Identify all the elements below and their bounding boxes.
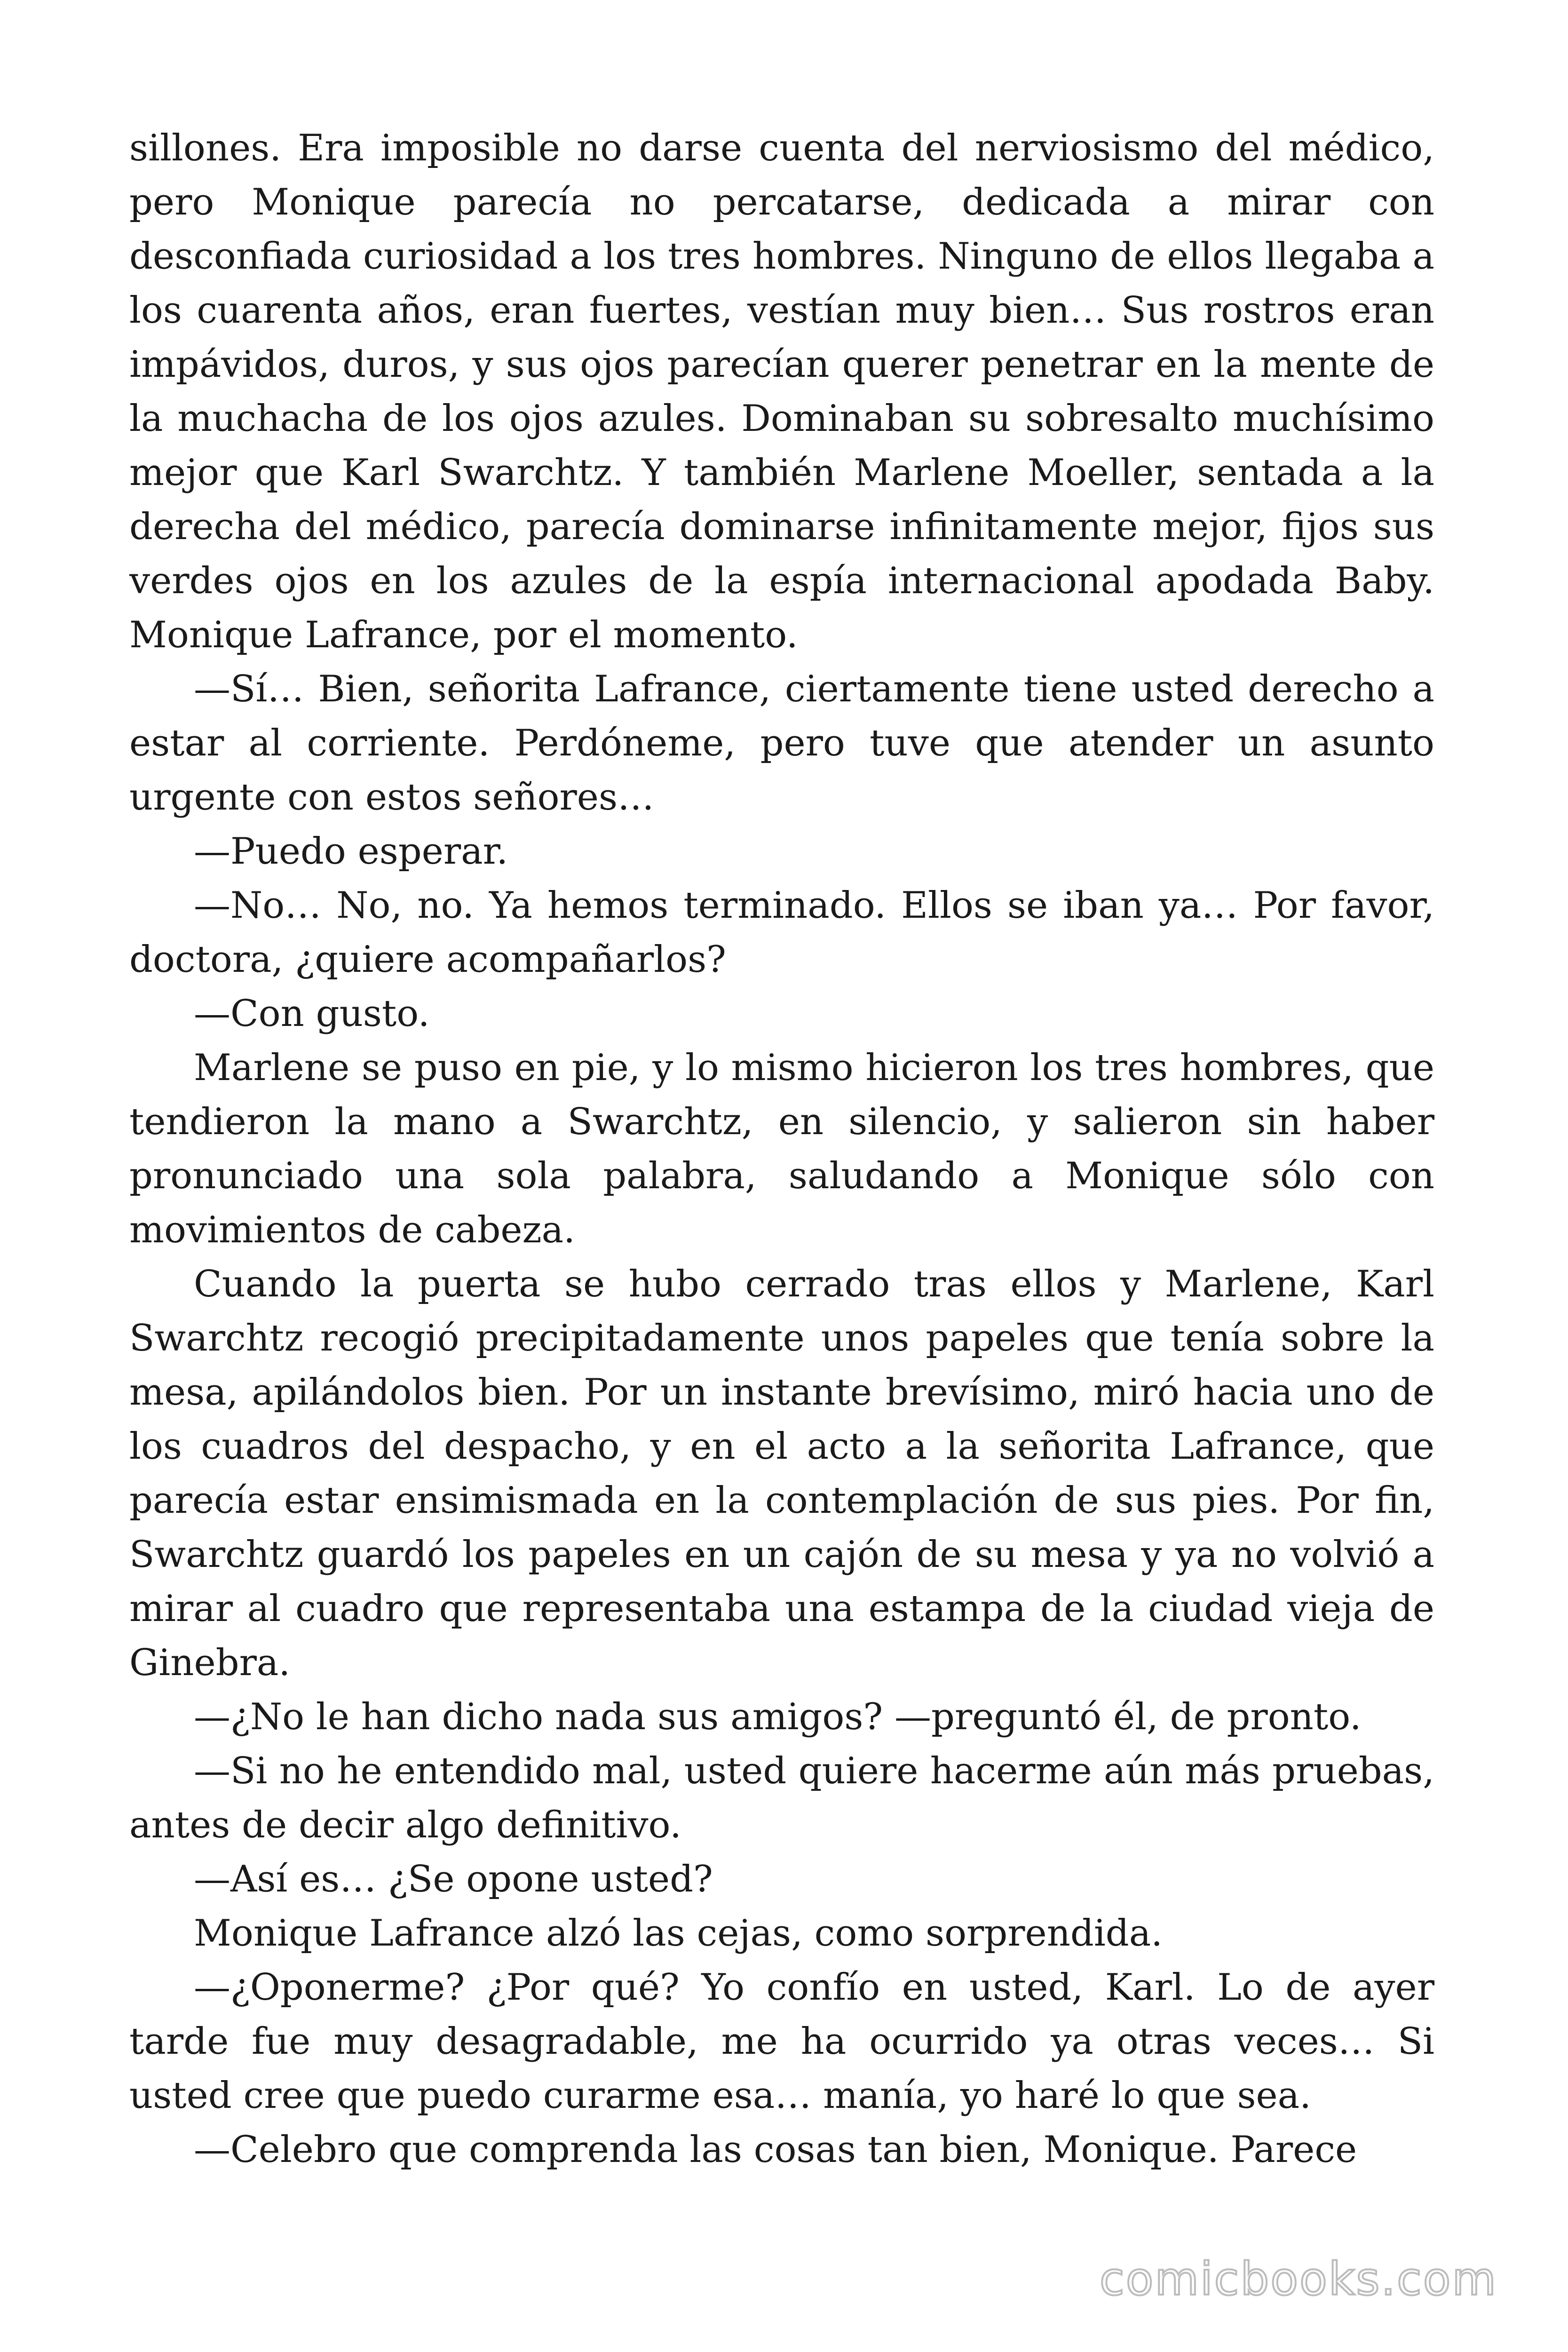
page-text — [129, 121, 1434, 2177]
paragraph: —Celebro que comprenda las cosas tan bien, Monique. Parece — [194, 2129, 1357, 2171]
paragraph: —Puedo esperar. — [194, 830, 508, 873]
paragraph: sillones. Era imposible no darse cuenta del nerviosismo del médico, pero Monique parecía no percatarse, dedicada a mirar con desconfiada curiosidad a los tres hombres. Ninguno de ellos llegaba a los cuarenta años, eran fuertes, vestían muy bien… Sus rostros eran impávidos, duros, y sus ojos parecían querer penetrar en la mente de la muchacha de los ojos azules. Dominaban su sobresalto muchísimo mejor que Karl Swarchtz. Y también Marlene Moeller, sentada a la derecha del médico, parecía dominarse infinitamente mejor, fijos sus verdes ojos en los azules de la espía internacional apodada Baby. Monique Lafrance, por el momento. — [129, 127, 1434, 656]
paragraph: —Con gusto. — [194, 993, 430, 1035]
paragraph: —¿No le han dicho nada sus amigos? —preguntó él, de pronto. — [194, 1696, 1362, 1738]
paragraph: —Si no he entendido mal, usted quiere hacerme aún más pruebas, antes de decir algo definitivo. — [129, 1750, 1434, 1846]
paragraph: —Sí… Bien, señorita Lafrance, ciertamente tiene usted derecho a estar al corriente. Perdóneme, pero tuve que atender un asunto urgente con estos señores… — [129, 668, 1434, 818]
paragraph: Monique Lafrance alzó las cejas, como sorprendida. — [194, 1912, 1163, 1955]
paragraph: Cuando la puerta se hubo cerrado tras ellos y Marlene, Karl Swarchtz recogió precipitadamente unos papeles que tenía sobre la mesa, apilándolos bien. Por un instante brevísimo, miró hacia uno de los cuadros del despacho, y en el acto a la señorita Lafrance, que parecía estar ensimismada en la contemplación de sus pies. Por fin, Swarchtz guardó los papeles en un cajón de su mesa y ya no volvió a mirar al cuadro que representaba una estampa de la ciudad vieja de Ginebra. — [129, 1263, 1434, 1684]
watermark: comicbooks.com — [1099, 2253, 1497, 2305]
paragraph: Marlene se puso en pie, y lo mismo hicieron los tres hombres, que tendieron la mano a Swarchtz, en silencio, y salieron sin haber pronunciado una sola palabra, saludando a Monique sólo con movimientos de cabeza. — [129, 1047, 1434, 1251]
paragraph: —Así es… ¿Se opone usted? — [194, 1858, 713, 1900]
paragraph: —No… No, no. Ya hemos terminado. Ellos se iban ya… Por favor, doctora, ¿quiere acompañarlos? — [129, 884, 1434, 981]
paragraph: —¿Oponerme? ¿Por qué? Yo confío en usted, Karl. Lo de ayer tarde fue muy desagradable, me ha ocurrido ya otras veces… Si usted cree que puedo curarme esa… manía, yo haré lo que sea. — [129, 1966, 1434, 2117]
